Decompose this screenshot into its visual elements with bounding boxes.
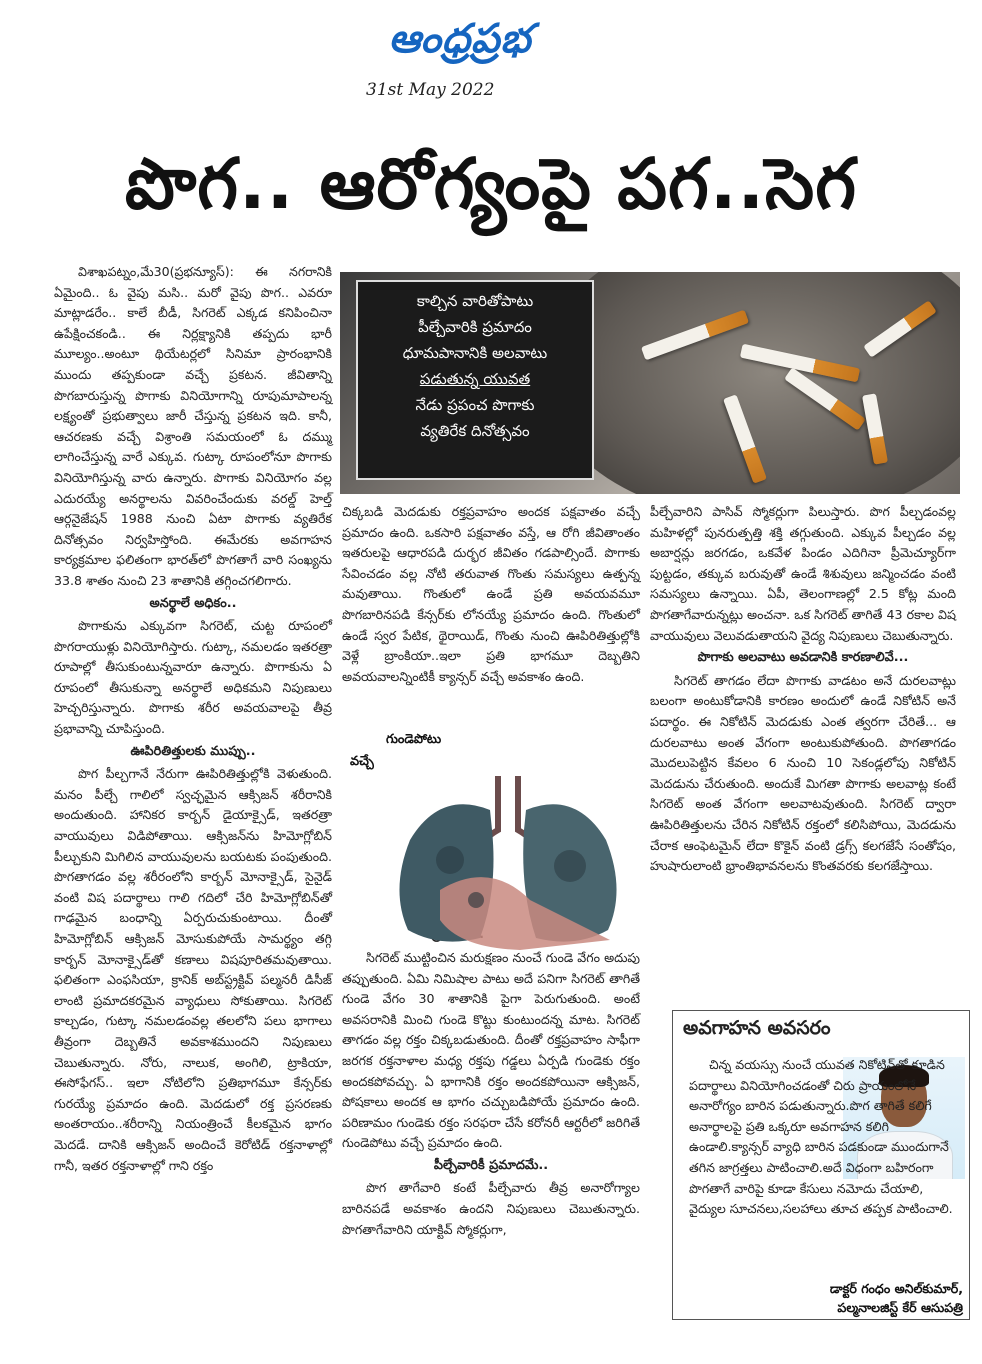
- paragraph: పొగ పీల్చగానే నేరుగా ఊపిరితిత్తుల్లోకి వెళుతుంది. మనం పీల్చే గాలిలో స్వచ్ఛమైన ఆక్సిజన్ శరీరానికి అందుతుంది. హానికర కార్బన్ డైయాక్సైడ్, ఇతరత్రా వాయువులు విడిపోతాయి. ఆక్సిజన్‌ను హిమోగ్లోబిన్ పీల్చుకుని మిగిలిన వాయువులను బయటకు పంపుతుంది. పొగతాగడం వల్ల శరీరంలోని కార్బన్ మోనాక్సైడ్, సైనైడ్ వంటి విష పదార్థాలు గాలి గదిలో చేరి హిమోగ్లోబిన్‌తో గాఢమైన బంధాన్ని ఏర్పరుచుకుంటాయి. దీంతో హిమోగ్లోబిన్ ఆక్సిజన్ మోసుకుపోయే సామర్థ్యం తగ్గి కార్బన్ మోనాక్సైడ్‌తో కణాలు విషపూరితమవుతాయి. ఫలితంగా ఎంఫసియా, క్రానిక్ అబ్‌స్ట్రక్టివ్ పల్మనరీ డిసీజ్ లాంటి ప్రమాదకరమైన వ్యాధులు సోకుతాయి. సిగరెట్ కాల్చడం, గుట్కా నమలడంవల్ల తలలోని పలు భాగాలు తీవ్రంగా దెబ్బతినే అవకాశముందని నిపుణులు చెబుతున్నారు. నోరు, నాలుక, అంగిలి, ట్రాకియా, ఈసోఫేగస్.. ఇలా నోటిలోని ప్రతిభాగమూ కేన్సర్‌కు గురయ్యే ప్రమాదం ఉంది. మెదడులో రక్త ప్రసరణకు అంతరాయం..శరీరాన్ని నియంత్రించే కీలకమైన భాగం మెదడే. దానికి ఆక్సిజన్ అందించే కెరోటిడ్ రక్తనాళాల్లో గానీ, ఇతర రక్తనాళాల్లో గాని రక్తం: [54, 766, 332, 1173]
- paragraph: పీల్చేవారిని పాసివ్ స్మోకర్లుగా పిలుస్తారు. పొగ పీల్చడంవల్ల మహిళల్లో పునరుత్పత్తి శక్తి తగ్గుతుంది. ఎక్కువ పీల్చడం వల్ల అబార్షన్లు జరగడం, ఒకవేళ పిండం ఎదిగినా ప్రీమెచ్యూర్‌గా పుట్టడం, తక్కువ బరువుతో ఉండే శిశువులు జన్మించడం వంటి సమస్యలు ఉన్నాయి. ఏపీ, తెలంగాణల్లో 2.5 కోట్ల మంది పొగతాగేవారున్నట్లు అంచనా. ఒక సిగరెట్ తాగితే 43 రకాల విష వాయువులు వెలువడుతాయని వైద్య నిపుణులు చెబుతున్నారు.: [650, 504, 956, 643]
- paragraph: విశాఖపట్నం,మే30(ప్రభన్యూస్): ఈ నగరానికి ఏమైంది.. ఓ వైపు మసి.. మరో వైపు పొగ.. ఎవరూ మాట్లాడరేం.. కాలే బీడీ, సిగరెట్ ఎక్కడ కనిపించినా ఉపేక్షించకండి.. ఈ నిర్లక్ష్యానికి తప్పదు భారీ మూల్యం..అంటూ థియేటర్లలో సినిమా ప్రారంభానికి ముందు తప్పకుండా వచ్చే ప్రకటన. జీవితాన్ని పొగబారుస్తున్న పొగాకు వినియోగాన్ని రూపుమాపాలన్న లక్ష్యంతో ప్రభుత్వాలు జారీ చేస్తున్న ప్రకటన ఇది. కానీ, ఆచరణకు వచ్చే విశ్రాంతి సమయంలో ఓ దమ్ము లాగించేస్తున్న వారే ఎక్కువ. గుట్కా రూపంలోనూ పొగాకు వినియోగిస్తున్న వారు ఉన్నారు. పొగాకు వినియోగం వల్ల ఎదురయ్యే అనర్థాలను వివరించేందుకు వరల్డ్ హెల్త్ ఆర్గనైజేషన్ 1988 నుంచి ఏటా పొగాకు వ్యతిరేక దినోత్సవం నిర్వహిస్తోంది. ఈమేరకు అవగాహన కార్యక్రమాల ఫలితంగా భారత్‌లో పొగతాగే వారి సంఖ్యను 33.8 శాతం నుంచి 23 శాతానికి తగ్గించగలిగారు.: [54, 264, 332, 588]
- lungs-label: గుండెపోటు: [386, 732, 442, 747]
- photo-caption-box: [356, 280, 594, 480]
- doctor-name: డాక్టర్ గంధం అనిల్‌కుమార్,: [829, 1281, 963, 1296]
- paragraph: పొగాకును ఎక్కువగా సిగరెట్, చుట్ట రూపంలో పొగరాయుళ్లు వినియోగిస్తారు. గుట్కా, నమలడం ఇతరత్రా రూపాల్లో తీసుకుంటున్నవారూ ఉన్నారు. పొగాకును ఏ రూపంలో తీసుకున్నా అనర్థాలే అధికమని నిపుణులు హెచ్చరిస్తున్నారు. పొగాకు శరీర అవయవాలపై తీవ్ర ప్రభావాన్ని చూపిస్తుంది.: [54, 618, 332, 737]
- caption-line: వ్యతిరేక దినోత్సవం: [420, 422, 530, 440]
- logo-text: ఆంధ్రప్రభ: [388, 15, 532, 62]
- caption-line: నేడు ప్రపంచ పొగాకు: [415, 396, 535, 414]
- caption-line: ధూమపానానికి అలవాటు: [402, 344, 548, 362]
- publication-date: 31st May 2022: [366, 80, 495, 100]
- caption-line: పడుతున్న యువత: [419, 370, 531, 388]
- paragraph: సిగరెట్ తాగడం లేదా పొగాకు వాడటం అనే దురలవాట్లు బలంగా అంటుకోడానికి కారణం అందులో ఉండే నికోటిన్ అనే పదార్థం. ఈ నికోటిన్ మెదడుకు ఎంత త్వరగా చేరితే... ఆ దురలవాటు అంత వేగంగా అంటుకుపోతుంది. పొగతాగడం మొదలుపెట్టిన కేవలం 6 నుంచి 10 సెకండ్లలోపు నికోటిన్ మెదడును చేరుతుంది. అందుకే మిగతా పొగాకు అలవాట్ల కంటే సిగరెట్ అంత వేగంగా అలవాటవుతుంది. సిగరెట్ ద్వారా ఊపిరితిత్తులను చేరిన నికోటిన్ రక్తంలో కలిసిపోయి, మెదడును చేరాక ఆంఫెటమైన్ లేదా కొకైన్ వంటి డ్రగ్స్ కలగజేసే సంతోషం, హుషారులాంటి భ్రాంతిభావనలను కొంతవరకు కలగజేస్తాయి.: [650, 672, 956, 874]
- caption-line: కాల్చిన వారితోపాటు: [416, 292, 534, 310]
- paragraph: చిన్న వయస్సు నుంచే యువత నికోటిన్‌తో కూడిన పదార్థాలు వినియోగించడంతో చిరు ప్రాయంలోనే అనారోగ్యం బారిన పడుతున్నారు.పొగ తాగితే కలిగే అనార్థాలపై ప్రతి ఒక్కరూ అవగాహన కలిగి ఉండాలి.క్యాన్సర్ వ్యాధి బారిన పడకుండా ముందుగానే తగిన జాగ్రత్తలు పాటించాలి.అదే విధంగా బహిరంగా పొగతాగే వారిపై కూడా కేసులు నమోదు చేయాలి, వైద్యుల సూచనలు,సలహాలు తూచ తప్పక పాటించాలి.: [689, 1057, 953, 1217]
- box-title: అవగాహన అవసరం: [683, 1017, 831, 1039]
- subheading: పీల్చేవారికీ ప్రమాదమే..: [433, 1157, 549, 1173]
- box-text: [689, 1055, 957, 1220]
- paragraph: పొగ తాగేవారి కంటే పీల్చేవారు తీవ్ర అనారోగ్యాల బారినపడే అవకాశం ఉందని నిపుణులు చెబుతున్నారు. పొగతాగేవారిని యాక్టివ్ స్మోకర్లుగా,: [342, 1180, 640, 1237]
- subheading: పొగాకు అలవాటు అవడానికి కారణాలివే...: [697, 650, 909, 666]
- lungs-label: వచ్చే: [350, 754, 374, 769]
- masthead-logo: [360, 8, 560, 70]
- article-column-3: [650, 502, 956, 877]
- subheading: అనర్థాలే అధికం..: [149, 595, 237, 611]
- diseased-lungs-image: [380, 770, 640, 950]
- paragraph: సిగరెట్ ముట్టించిన మరుక్షణం నుంచే గుండె వేగం అదుపు తప్పుతుంది. ఏమి నిమిషాల పాటు అదే పనిగా సిగరెట్ తాగితే గుండె వేగం 30 శాతానికి పైగా పెరుగుతుంది. అంటే అవసరానికి మించి గుండె కొట్టు కుంటుందన్న మాట. సిగరెట్ తాగడం వల్ల రక్తం చిక్కబడుతుంది. దీంతో రక్తప్రవాహం సాఫీగా జరగక రక్తనాళాల మధ్య రక్తపు గడ్డలు ఏర్పడి గుండెకు రక్తం అందకపోవచ్చు. ఏ భాగానికి రక్తం అందకపోయినా ఆక్సిజన్, పోషకాలు అందక ఆ భాగం చచ్చుబడిపోయే ప్రమాదం ఉంది. పరిణామం గుండెకు రక్తం సరఫరా చేసే కరోనరీ ఆర్టరీలో జరిగితే గుండెపోటు వచ్చే ప్రమాదం ఉంది.: [342, 949, 640, 1151]
- caption-line: పీల్చేవారికి ప్రమాదం: [418, 318, 532, 336]
- article-column-1: [54, 262, 332, 1176]
- expert-opinion-box: [672, 1010, 970, 1320]
- subheading: ఊపిరితిత్తులకు ముప్పు..: [130, 743, 256, 759]
- paragraph: చిక్కబడి మెదడుకు రక్తప్రవాహం అందక పక్షవాతం వచ్చే ప్రమాదం ఉంది. ఒకసారి పక్షవాతం వస్తే, ఆ రోగి జీవితాంతం ఇతరులపై ఆధారపడి దుర్భర జీవితం గడపాల్సిందే. పొగాకు సేవించడం వల్ల నోటి తరువాత గొంతు సమస్యలు ఉత్పన్న మవుతాయి. గొంతులో ఉండే ప్రతి అవయవమూ పొగబారినపడి కేన్సర్‌కు లోనయ్యే ప్రమాదం ఉంది. గొంతులో ఉండే స్వర పేటిక, థైరాయిడ్, గొంతు నుంచి ఊపిరితిత్తుల్లోకి వెళ్లే బ్రాంకియా..ఇలా ప్రతి భాగమూ దెబ్బతిని అవయవాలన్నింటికీ క్యాన్సర్ వచ్చే అవకాశం ఉంది.: [342, 504, 640, 684]
- signature: [733, 1279, 963, 1317]
- doctor-designation: పల్మనాలజిస్ట్ కేర్ ఆసుపత్రి: [837, 1300, 963, 1315]
- headline: పొగ.. ఆరోగ్యంపై పగ..సెగ: [124, 143, 858, 225]
